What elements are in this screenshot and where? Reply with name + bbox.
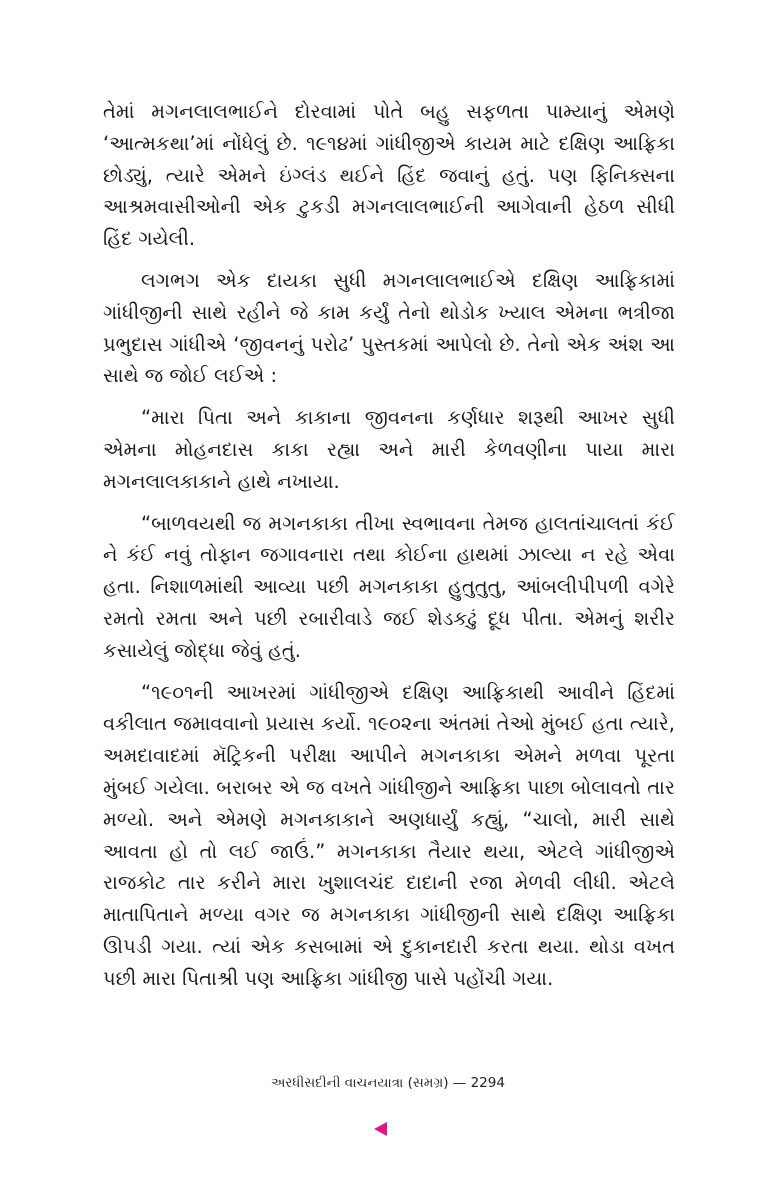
paragraph-1: તેમાં મગનલાલભાઈને દોરવામાં પોતે બહુ સફળતા પામ્યાનું એમણે ‘આત્મકથા’માં નોંધેલું છે. ૧૯૧૪માં ગાંધીજીએ કાયમ માટે દક્ષિણ આફ્રિકા છોડ્યું, ત્યારે એમને ઇંગ્લંડ થઈને હિંદ જવાનું હતું. પણ ફિનિક્સના આશ્રમવાસીઓની એક ટુકડી મગનલાલભાઈની આગેવાની હેઠળ સીધી હિંદ ગયેલી. (103, 100, 675, 251)
paragraph-2: લગભગ એક દાયકા સુધી મગનલાલભાઈએ દક્ષિણ આફ્રિકામાં ગાંધીજીની સાથે રહીને જે કામ કર્યું તેનો થોડોક ખ્યાલ એમના ભત્રીજા પ્રભુદાસ ગાંધીએ ‘જીવનનું પરોઢ’ પુસ્તકમાં આપેલો છે. તેનો એક અંશ આ સાથે જ જોઈ લઈએ : (103, 268, 675, 388)
page-footer: અરધીસદીની વાચનયાત્રા (સમગ્ર) — 2294 (271, 1075, 505, 1091)
paragraph-3: “મારા પિતા અને કાકાના જીવનના કર્ણધાર શરૂથી આખર સુધી એમના મોહનદાસ કાકા રહ્યા અને મારી કેળવણીના પાયા મારા મગનલાલકાકાને હાથે નખાયા. (103, 406, 675, 493)
paragraph-4: “બાળવયથી જ મગનકાકા તીખા સ્વભાવના તેમજ હાલતાંચાલતાં કંઈ ને કંઈ નવું તોફાન જગાવનારા તથા કોઈના હાથમાં ઝાલ્યા ન રહે એવા હતા. નિશાળમાંથી આવ્યા પછી મગનકાકા હુતુતુતુ, આંબલીપીપળી વગેરે રમતો રમતા અને પછી રબારીવાડે જઈ શેડકઢું દૂધ પીતા. એમનું શરીર કસાયેલું જોદ્ધા જેવું હતું. (103, 511, 675, 662)
paragraph-5: “૧૯૦૧ની આખરમાં ગાંધીજીએ દક્ષિણ આફ્રિકાથી આવીને હિંદમાં વકીલાત જમાવવાનો પ્રયાસ કર્યો. ૧૯૦૨ના અંતમાં તેઓ મુંબઈ હતા ત્યારે, અમદાવાદમાં મૅટ્રિકની પરીક્ષા આપીને મગનકાકા એમને મળવા પૂરતા મુંબઈ ગયેલા. બરાબર એ જ વખતે ગાંધીજીને આફ્રિકા પાછા બોલાવતો તાર મળ્યો. અને એમણે મગનકાકાને અણધાર્યું કહ્યું, “ચાલો, મારી સાથે આવતા હો તો લઈ જાઉં.” મગનકાકા તૈયાર થયા, એટલે ગાંધીજીએ રાજકોટ તાર કરીને મારા ખુશાલચંદ દાદાની રજા મેળવી લીધી. એટલે માતાપિતાને મળ્યા વગર જ મગનકાકા ગાંધીજીની સાથે દક્ષિણ આફ્રિકા ઊપડી ગયા. ત્યાં એક કસબામાં એ દુકાનદારી કરતા થયા. થોડા વખત પછી મારા પિતાશ્રી પણ આફ્રિકા ગાંધીજી પાસે પહોંચી ગયા. (103, 680, 675, 990)
page-body (103, 96, 675, 995)
previous-page-icon[interactable] (374, 1122, 387, 1136)
